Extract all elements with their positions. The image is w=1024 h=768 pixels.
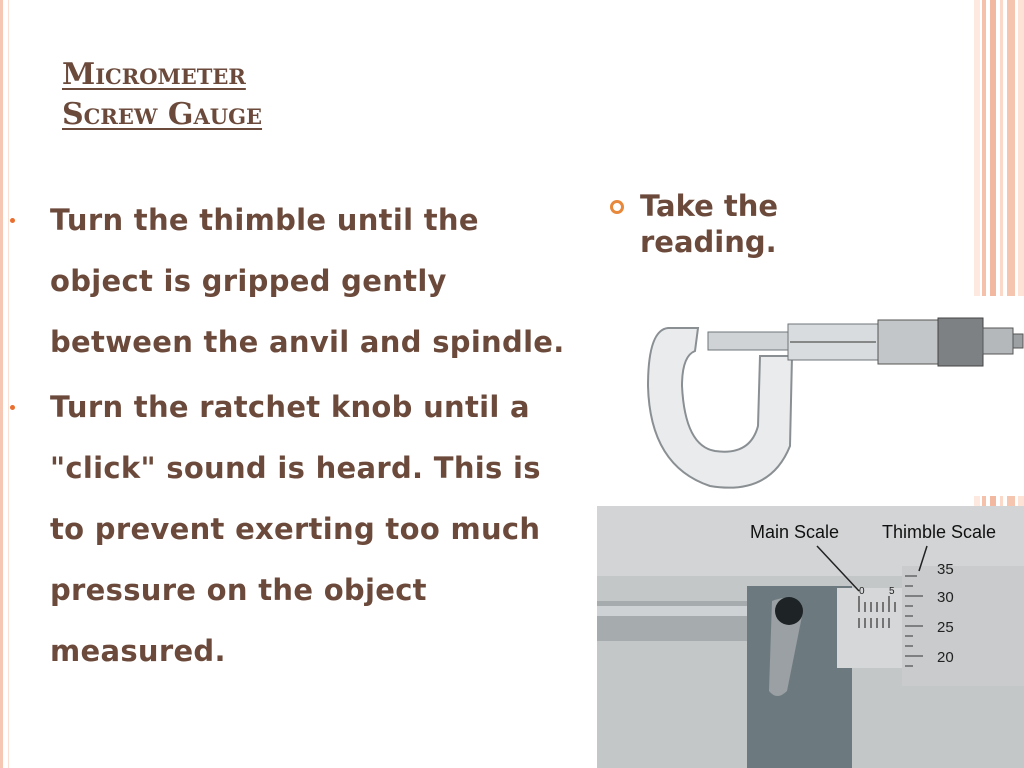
right-bullet-text: Take the reading. (640, 189, 779, 259)
bullet-text: Turn the ratchet knob until a "click" sound is heard. This is to prevent exerting too much pressure on the object measured. (50, 390, 541, 668)
scale-closeup-photo (597, 506, 1024, 768)
left-accent-line (8, 0, 9, 768)
bullet-item (10, 377, 580, 682)
ring-bullet-icon (610, 200, 624, 214)
scale-closeup-illustration (597, 506, 1024, 768)
main-scale-digit: 0 (859, 586, 865, 597)
bullet-dot-icon (10, 405, 15, 410)
title-line-2: Screw Gauge (62, 97, 263, 132)
micrometer-photo (640, 296, 1024, 496)
thimble-number: 35 (937, 561, 954, 578)
thimble-number: 20 (937, 649, 954, 666)
main-scale-label: Main Scale (750, 522, 840, 542)
bullet-item (10, 190, 580, 373)
main-scale-digit: 5 (889, 586, 895, 597)
page-title (62, 58, 262, 138)
title-line-1: Micrometer (62, 57, 246, 92)
micrometer-icon (640, 296, 1024, 496)
bullet-list (10, 190, 580, 686)
bullet-dot-icon (10, 218, 15, 223)
bullet-text: Turn the thimble until the object is gripped gently between the anvil and spindle. (50, 203, 565, 359)
left-accent-border (0, 0, 3, 768)
right-bullet (610, 188, 900, 260)
thimble-number: 25 (937, 619, 954, 636)
thimble-scale-label: Thimble Scale (882, 522, 997, 542)
thimble-number: 30 (937, 589, 954, 606)
